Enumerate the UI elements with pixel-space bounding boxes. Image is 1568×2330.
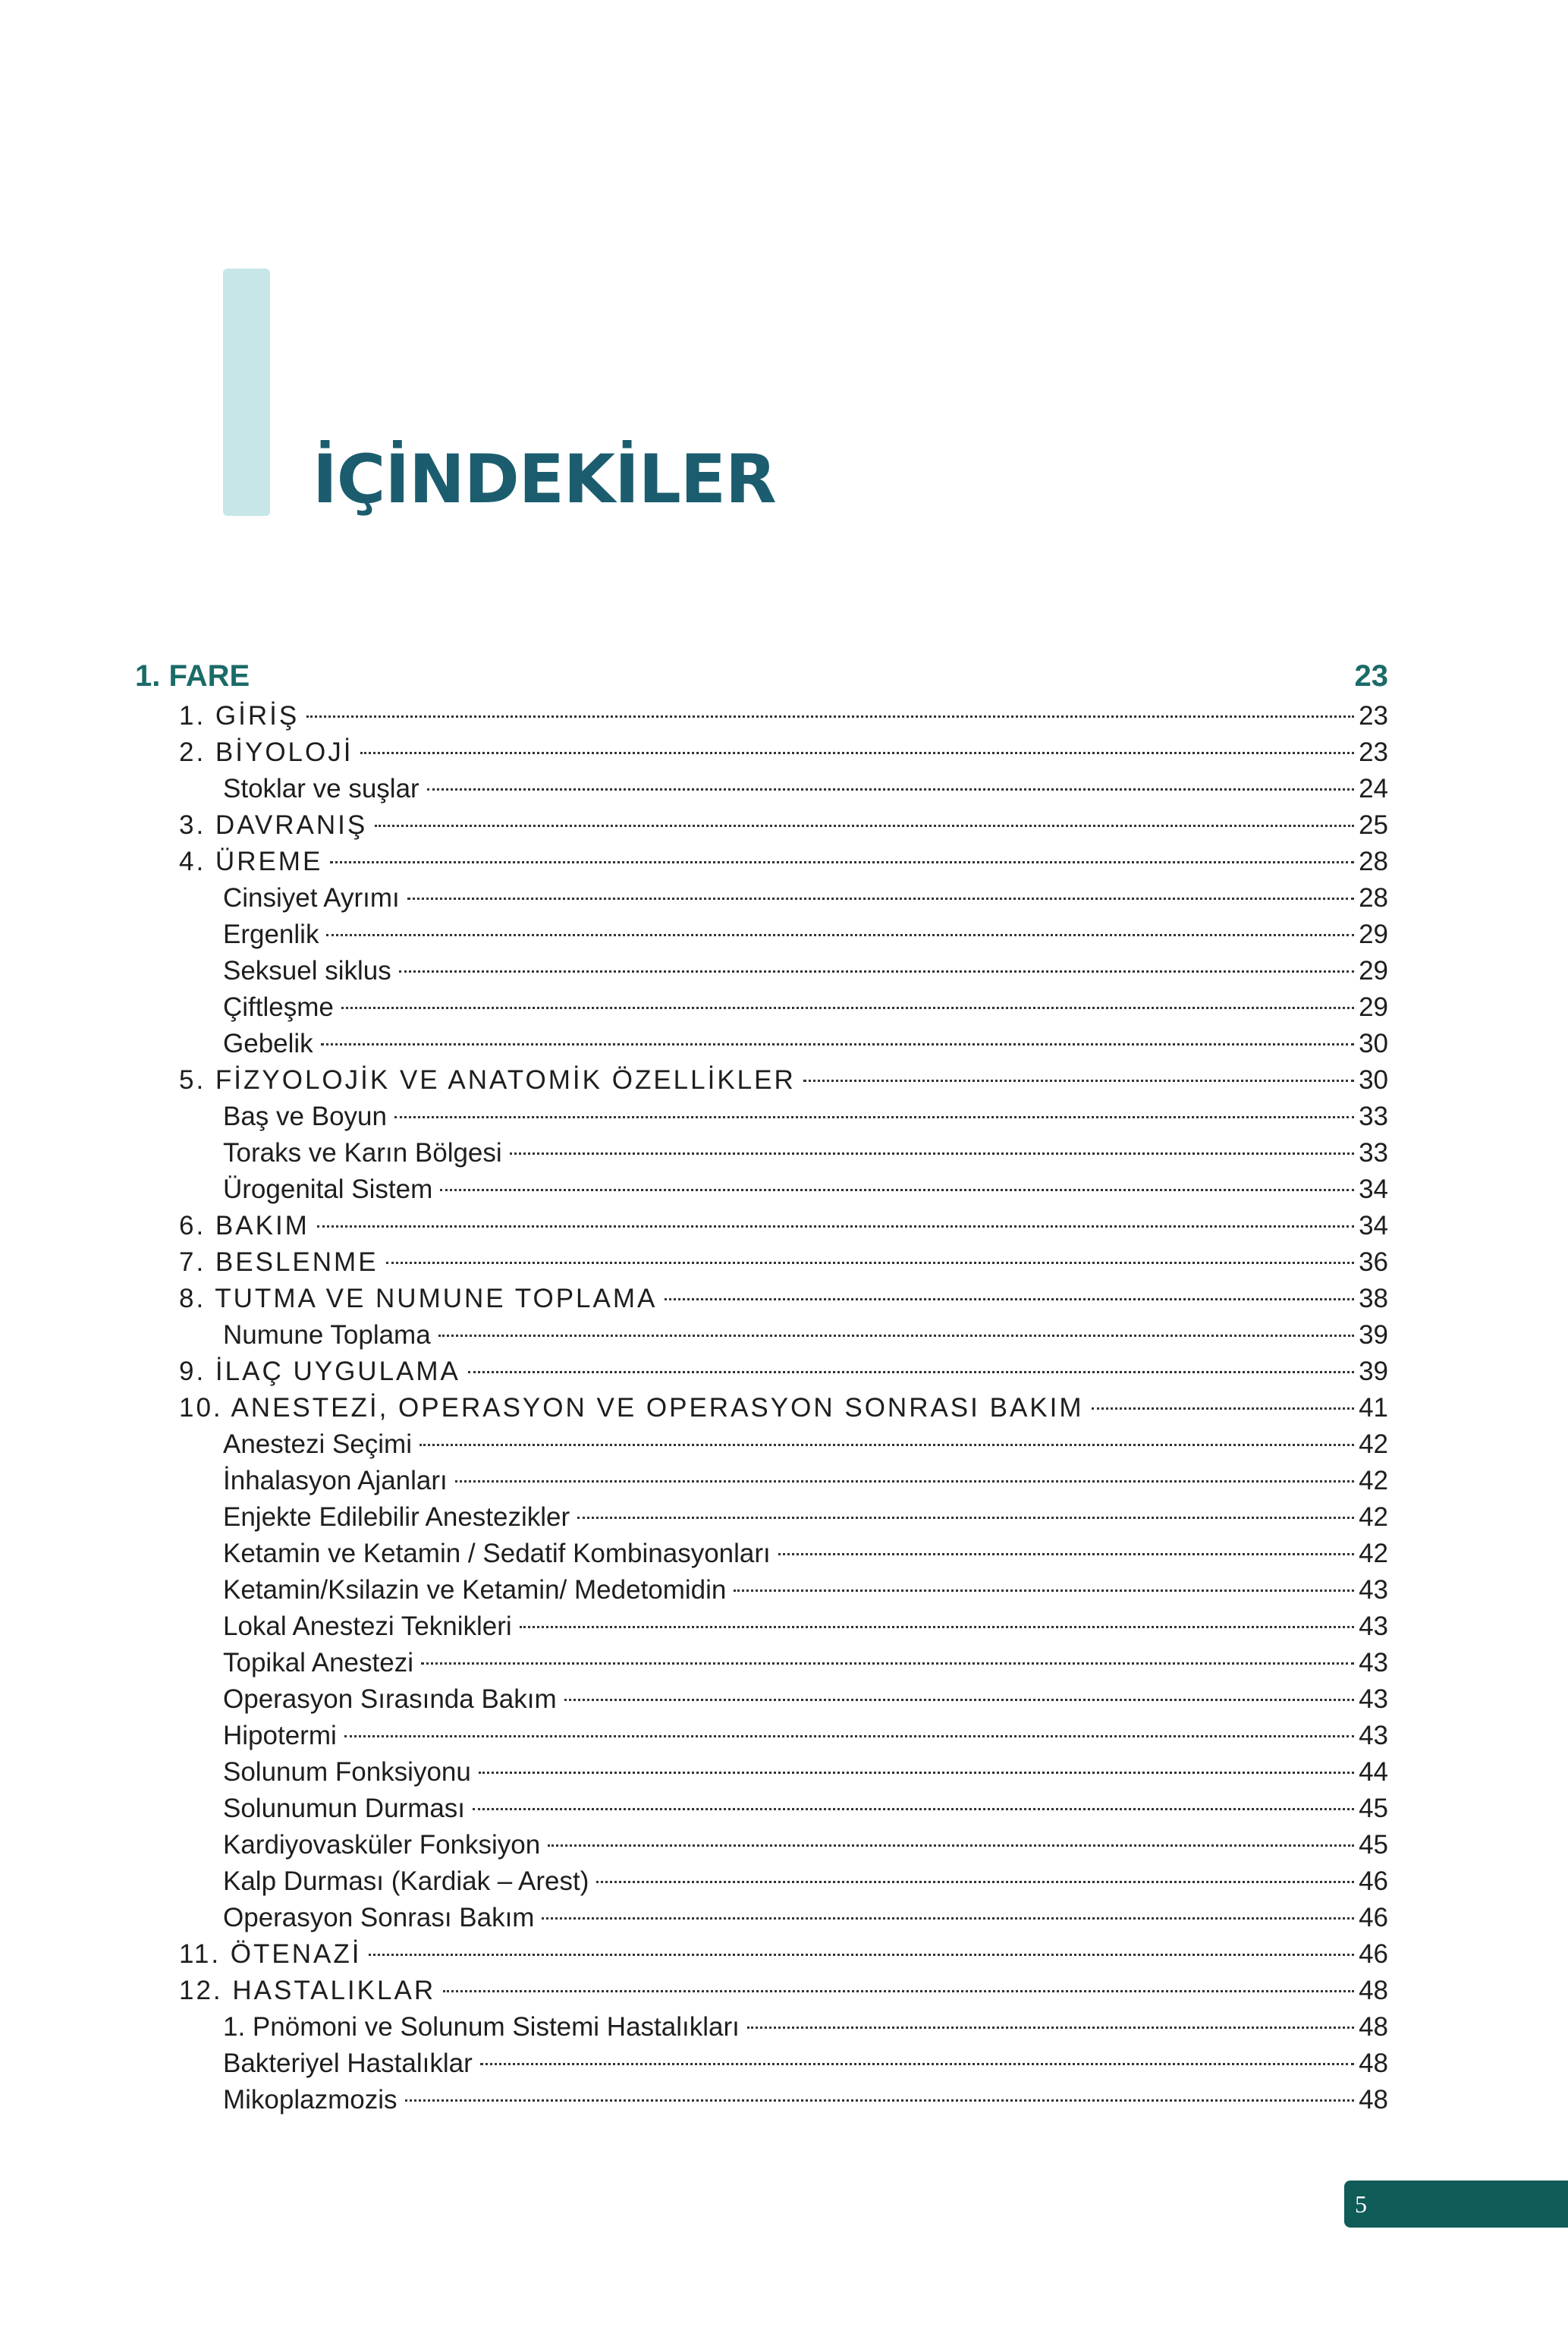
toc-entry-page: 24 (1359, 774, 1388, 803)
toc-entry[interactable] (135, 1900, 1388, 1936)
toc-entry-page: 42 (1359, 1502, 1388, 1532)
toc-entry-page: 45 (1359, 1794, 1388, 1823)
toc-entry-title: Hipotermi (223, 1721, 337, 1750)
toc-entry-page: 36 (1359, 1247, 1388, 1277)
dot-leader (778, 1553, 1354, 1555)
dot-leader (440, 1189, 1354, 1191)
dot-leader (360, 752, 1354, 754)
toc-entry-page: 30 (1359, 1065, 1388, 1095)
dot-leader (480, 2063, 1354, 2065)
toc-entry-page: 45 (1359, 1830, 1388, 1860)
toc-entry-title: Operasyon Sonrası Bakım (223, 1903, 535, 1932)
toc-entry[interactable] (135, 1791, 1388, 1827)
toc-entry-title: Numune Toplama (223, 1320, 431, 1350)
dot-leader (734, 1589, 1354, 1592)
toc-entry-title: 3. DAVRANIŞ (179, 810, 368, 840)
toc-entry[interactable] (135, 734, 1388, 771)
toc-entry[interactable] (135, 844, 1388, 880)
toc-entry[interactable] (135, 698, 1388, 734)
dot-leader (386, 1262, 1355, 1264)
toc-entry-page: 48 (1359, 2049, 1388, 2078)
toc-entry-title: Ketamin ve Ketamin / Sedatif Kombinasyonları (223, 1539, 771, 1568)
toc-entry-title: 1. GİRİŞ (179, 701, 300, 731)
toc-entry[interactable] (135, 2009, 1388, 2045)
dot-leader (419, 1444, 1354, 1446)
toc-chapter-page: 23 (1354, 659, 1388, 693)
toc-entry-title: Mikoplazmozis (223, 2085, 397, 2115)
toc-entry-page: 43 (1359, 1612, 1388, 1641)
dot-leader (438, 1335, 1354, 1337)
dot-leader (317, 1225, 1354, 1228)
toc-entry-page: 42 (1359, 1429, 1388, 1459)
dot-leader (369, 1954, 1354, 1956)
toc-entry[interactable] (135, 1208, 1388, 1244)
dot-leader (394, 1116, 1354, 1118)
dot-leader (1092, 1407, 1355, 1410)
toc-entry-title: 1. Pnömoni ve Solunum Sistemi Hastalıkları (223, 2012, 740, 2042)
dot-leader (468, 1371, 1354, 1373)
toc-entry-page: 30 (1359, 1029, 1388, 1058)
toc-entry-title: 7. BESLENME (179, 1247, 379, 1277)
toc-entry[interactable] (135, 1572, 1388, 1608)
toc-entry-page: 29 (1359, 920, 1388, 949)
toc-entry-title: Topikal Anestezi (223, 1648, 413, 1678)
toc-entry[interactable] (135, 1499, 1388, 1536)
toc-entry-title: Lokal Anestezi Teknikleri (223, 1612, 512, 1641)
toc-entry[interactable] (135, 1354, 1388, 1390)
toc-entry[interactable] (135, 2082, 1388, 2118)
toc-entry-title: Anestezi Seçimi (223, 1429, 412, 1459)
dot-leader (421, 1662, 1354, 1665)
dot-leader (455, 1480, 1354, 1483)
toc-entry[interactable] (135, 1718, 1388, 1754)
toc-entry-page: 34 (1359, 1174, 1388, 1204)
toc-entry[interactable] (135, 880, 1388, 917)
toc-entry[interactable] (135, 1936, 1388, 1973)
dot-leader (473, 1808, 1354, 1810)
dot-leader (330, 861, 1354, 863)
toc-entry-title: 2. BİYOLOJİ (179, 737, 354, 767)
toc-entry-title: Ürogenital Sistem (223, 1174, 433, 1204)
dot-leader (596, 1881, 1354, 1883)
toc-entry-title: 10. ANESTEZİ, OPERASYON VE OPERASYON SONRASI BAKIM (179, 1393, 1084, 1423)
toc-entry-title: Toraks ve Karın Bölgesi (223, 1138, 502, 1168)
dot-leader (510, 1152, 1354, 1155)
toc-entry-page: 38 (1359, 1284, 1388, 1313)
toc-entry-title: Baş ve Boyun (223, 1102, 387, 1131)
toc-entry-title: Ketamin/Ksilazin ve Ketamin/ Medetomidin (223, 1575, 727, 1605)
table-of-contents (135, 654, 1388, 2118)
toc-entry-title: Gebelik (223, 1029, 313, 1058)
toc-entry[interactable] (135, 1463, 1388, 1499)
toc-entry-page: 39 (1359, 1320, 1388, 1350)
toc-entry[interactable] (135, 1171, 1388, 1208)
toc-entry-title: Seksuel siklus (223, 956, 391, 986)
toc-entry-title: Bakteriyel Hastalıklar (223, 2049, 473, 2078)
toc-entry[interactable] (135, 1135, 1388, 1171)
toc-entry[interactable] (135, 1645, 1388, 1681)
toc-entry-page: 44 (1359, 1757, 1388, 1787)
toc-entry-title: Solunum Fonksiyonu (223, 1757, 471, 1787)
toc-entry-page: 28 (1359, 883, 1388, 913)
dot-leader (427, 788, 1354, 791)
toc-entry[interactable] (135, 1244, 1388, 1281)
toc-entry-title: 4. ÜREME (179, 847, 323, 876)
toc-entry-page: 43 (1359, 1721, 1388, 1750)
toc-entry[interactable] (135, 1608, 1388, 1645)
toc-entry-page: 41 (1359, 1393, 1388, 1423)
toc-entry-page: 42 (1359, 1466, 1388, 1495)
dot-leader (407, 898, 1354, 900)
toc-entry-page: 43 (1359, 1648, 1388, 1678)
toc-entry-page: 33 (1359, 1138, 1388, 1168)
toc-chapter-heading[interactable] (135, 654, 1388, 698)
dot-leader (747, 2027, 1354, 2029)
toc-entry[interactable] (135, 1827, 1388, 1863)
dot-leader (306, 715, 1354, 718)
toc-entry-title: Kalp Durması (Kardiak – Arest) (223, 1866, 589, 1896)
toc-entry-page: 48 (1359, 2085, 1388, 2115)
toc-entry-title: Ergenlik (223, 920, 319, 949)
toc-entry-page: 48 (1359, 2012, 1388, 2042)
toc-entries (135, 698, 1388, 2118)
dot-leader (564, 1699, 1354, 1701)
toc-entry-page: 42 (1359, 1539, 1388, 1568)
page-number-tab (1344, 2181, 1568, 2228)
toc-entry[interactable] (135, 1317, 1388, 1354)
toc-entry-title: 5. FİZYOLOJİK VE ANATOMİK ÖZELLİKLER (179, 1065, 796, 1095)
toc-entry-title: Enjekte Edilebilir Anestezikler (223, 1502, 570, 1532)
toc-entry-page: 33 (1359, 1102, 1388, 1131)
toc-entry-page: 46 (1359, 1903, 1388, 1932)
toc-entry-page: 23 (1359, 737, 1388, 767)
toc-entry[interactable] (135, 1390, 1388, 1426)
toc-entry-page: 46 (1359, 1939, 1388, 1969)
title-accent-bar (223, 269, 270, 516)
dot-leader (665, 1298, 1354, 1300)
dot-leader (399, 970, 1354, 973)
toc-entry-page: 29 (1359, 992, 1388, 1022)
toc-entry-title: 9. İLAÇ UYGULAMA (179, 1357, 460, 1386)
dot-leader (321, 1043, 1354, 1046)
toc-entry[interactable] (135, 1281, 1388, 1317)
toc-entry[interactable] (135, 1754, 1388, 1791)
toc-entry[interactable] (135, 989, 1388, 1026)
toc-entry-title: 8. TUTMA VE NUMUNE TOPLAMA (179, 1284, 658, 1313)
dot-leader (443, 1990, 1354, 1992)
toc-entry-page: 39 (1359, 1357, 1388, 1386)
toc-entry-title: 6. BAKIM (179, 1211, 310, 1240)
toc-entry-page: 46 (1359, 1866, 1388, 1896)
toc-entry[interactable] (135, 1426, 1388, 1463)
toc-entry-page: 43 (1359, 1684, 1388, 1714)
toc-entry-page: 25 (1359, 810, 1388, 840)
toc-entry-title: Solunumun Durması (223, 1794, 466, 1823)
dot-leader (344, 1735, 1354, 1737)
page-number: 5 (1355, 2190, 1367, 2218)
toc-entry-title: Kardiyovasküler Fonksiyon (223, 1830, 541, 1860)
toc-entry[interactable] (135, 1681, 1388, 1718)
dot-leader (542, 1917, 1354, 1920)
toc-entry-page: 29 (1359, 956, 1388, 986)
toc-entry[interactable] (135, 771, 1388, 807)
dot-leader (577, 1517, 1354, 1519)
toc-entry-title: Çiftleşme (223, 992, 334, 1022)
toc-entry[interactable] (135, 1099, 1388, 1135)
toc-entry[interactable] (135, 953, 1388, 989)
dot-leader (326, 934, 1354, 936)
toc-chapter-title: 1. FARE (135, 659, 250, 693)
toc-entry[interactable] (135, 807, 1388, 844)
dot-leader (405, 2099, 1355, 2102)
toc-entry[interactable] (135, 1863, 1388, 1900)
dot-leader (479, 1772, 1354, 1774)
toc-entry[interactable] (135, 1973, 1388, 2009)
dot-leader (520, 1626, 1354, 1628)
toc-entry[interactable] (135, 1026, 1388, 1062)
dot-leader (341, 1007, 1354, 1009)
toc-entry[interactable] (135, 1536, 1388, 1572)
toc-entry-title: Stoklar ve suşlar (223, 774, 419, 803)
toc-entry-title: 12. HASTALIKLAR (179, 1976, 436, 2005)
page-title: İÇİNDEKİLER (313, 440, 776, 518)
toc-entry-title: Cinsiyet Ayrımı (223, 883, 400, 913)
toc-entry-title: 11. ÖTENAZİ (179, 1939, 362, 1969)
toc-entry-page: 48 (1359, 1976, 1388, 2005)
dot-leader (548, 1844, 1354, 1847)
dot-leader (803, 1080, 1354, 1082)
toc-entry-page: 28 (1359, 847, 1388, 876)
toc-entry-page: 43 (1359, 1575, 1388, 1605)
toc-entry-title: İnhalasyon Ajanları (223, 1466, 448, 1495)
toc-entry[interactable] (135, 917, 1388, 953)
dot-leader (375, 825, 1354, 827)
toc-entry[interactable] (135, 1062, 1388, 1099)
toc-entry[interactable] (135, 2045, 1388, 2082)
toc-entry-page: 34 (1359, 1211, 1388, 1240)
toc-entry-page: 23 (1359, 701, 1388, 731)
toc-entry-title: Operasyon Sırasında Bakım (223, 1684, 557, 1714)
